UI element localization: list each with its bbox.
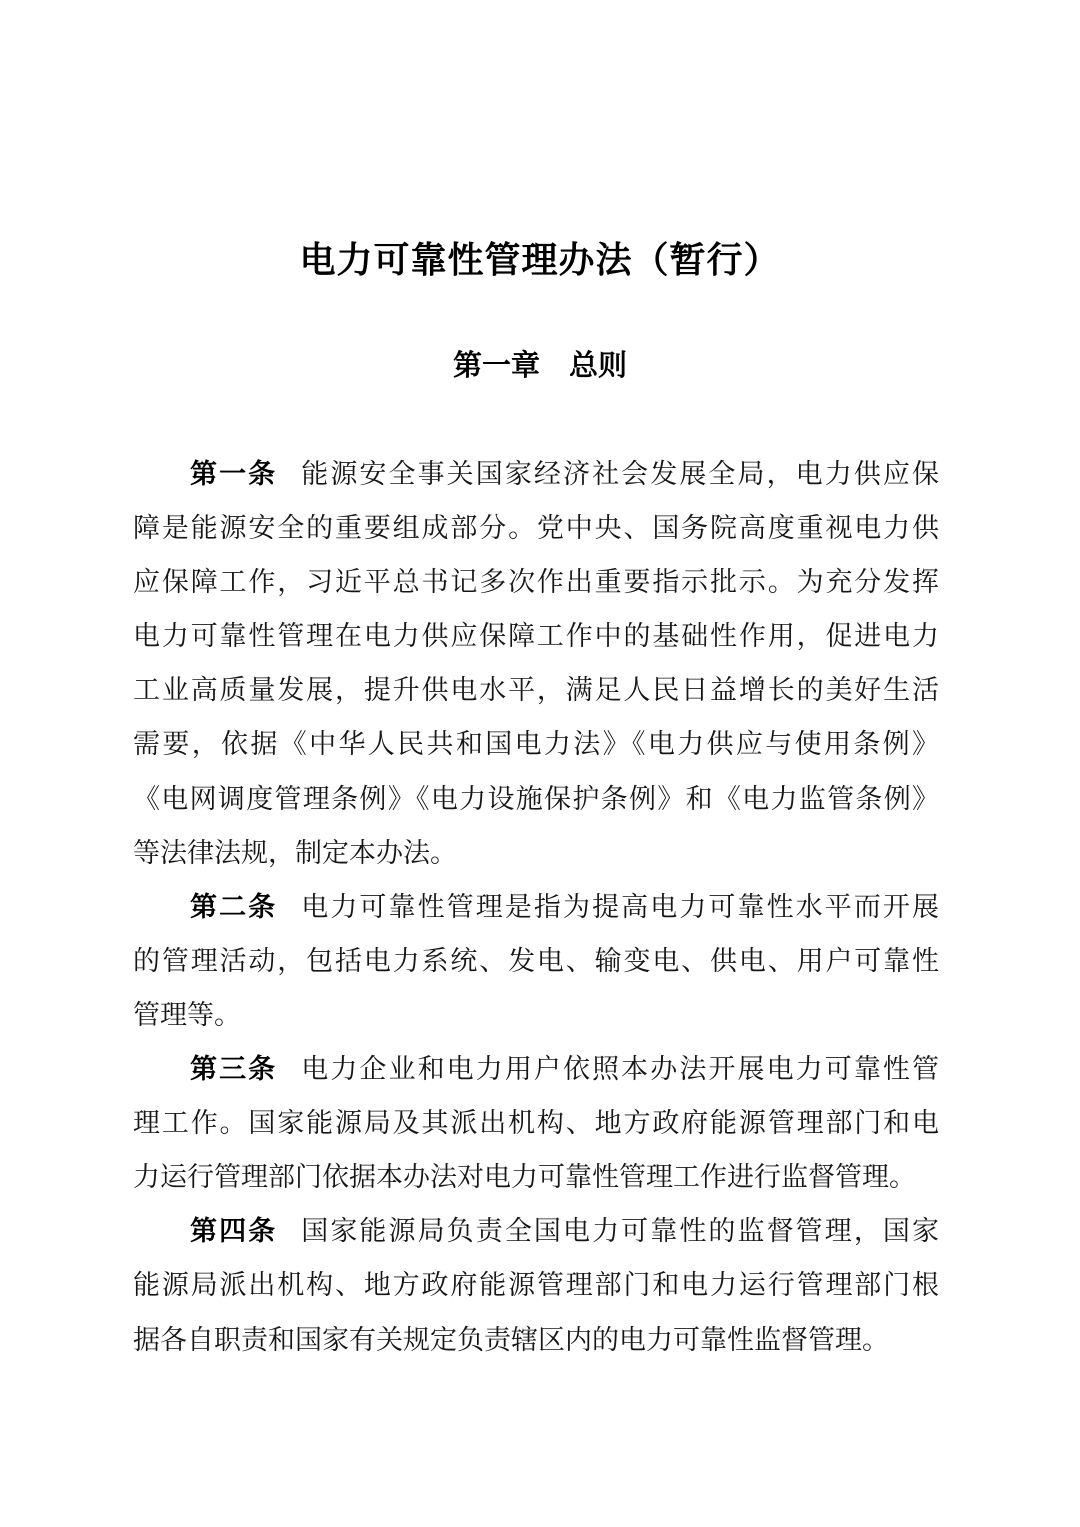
article-label: 第四条 bbox=[190, 1216, 278, 1247]
article-paragraph-3 bbox=[133, 1042, 939, 1204]
article-text: 电力企业和电力用户依照本办法开展电力可靠性管 bbox=[301, 1054, 939, 1085]
text-line: 管理等。 bbox=[133, 999, 241, 1030]
text-line: 应保障工作，习近平总书记多次作出重要指示批示。为充分发挥 bbox=[133, 567, 939, 598]
text-line: 等法律法规，制定本办法。 bbox=[133, 837, 457, 868]
text-line: 需要，依据《中华人民共和国电力法》《电力供应与使用条例》 bbox=[133, 729, 939, 760]
chapter-heading: 第一章 总则 bbox=[452, 350, 627, 382]
article-label: 第三条 bbox=[190, 1054, 278, 1085]
article-lines bbox=[133, 1258, 939, 1366]
article-lines bbox=[133, 501, 939, 880]
text-line: 力运行管理部门依据本办法对电力可靠性管理工作进行监督管理。 bbox=[133, 1162, 916, 1193]
text-line: 能源局派出机构、地方政府能源管理部门和电力运行管理部门根 bbox=[133, 1270, 939, 1301]
text-line: 《电网调度管理条例》《电力设施保护条例》和《电力监管条例》 bbox=[133, 783, 939, 814]
text-line: 的管理活动，包括电力系统、发电、输变电、供电、用户可靠性 bbox=[133, 945, 939, 976]
article-label: 第二条 bbox=[190, 891, 278, 922]
article-text: 电力可靠性管理是指为提高电力可靠性水平而开展 bbox=[301, 891, 939, 922]
article-lines bbox=[133, 1096, 939, 1204]
text-line bbox=[133, 447, 939, 501]
article-text: 能源安全事关国家经济社会发展全局，电力供应保 bbox=[301, 459, 939, 489]
text-line: 工业高质量发展，提升供电水平，满足人民日益增长的美好生活 bbox=[133, 675, 939, 706]
article-text: 国家能源局负责全国电力可靠性的监督管理，国家 bbox=[301, 1216, 939, 1247]
article-paragraph-1 bbox=[133, 447, 939, 880]
text-line: 电力可靠性管理在电力供应保障工作中的基础性作用，促进电力 bbox=[133, 621, 939, 652]
text-line: 障是能源安全的重要组成部分。党中央、国务院高度重视电力供 bbox=[133, 513, 939, 544]
text-line bbox=[133, 880, 939, 934]
article-label: 第一条 bbox=[190, 459, 278, 489]
text-line: 理工作。国家能源局及其派出机构、地方政府能源管理部门和电 bbox=[133, 1108, 939, 1139]
text-line bbox=[133, 1042, 939, 1096]
article-lines bbox=[133, 934, 939, 1042]
article-paragraph-2 bbox=[133, 880, 939, 1042]
article-paragraph-4 bbox=[133, 1204, 939, 1366]
document-title: 电力可靠性管理办法（暂行） bbox=[299, 240, 781, 280]
document-body bbox=[133, 447, 939, 1367]
text-line bbox=[133, 1204, 939, 1258]
text-line: 据各自职责和国家有关规定负责辖区内的电力可靠性监督管理。 bbox=[133, 1324, 889, 1355]
